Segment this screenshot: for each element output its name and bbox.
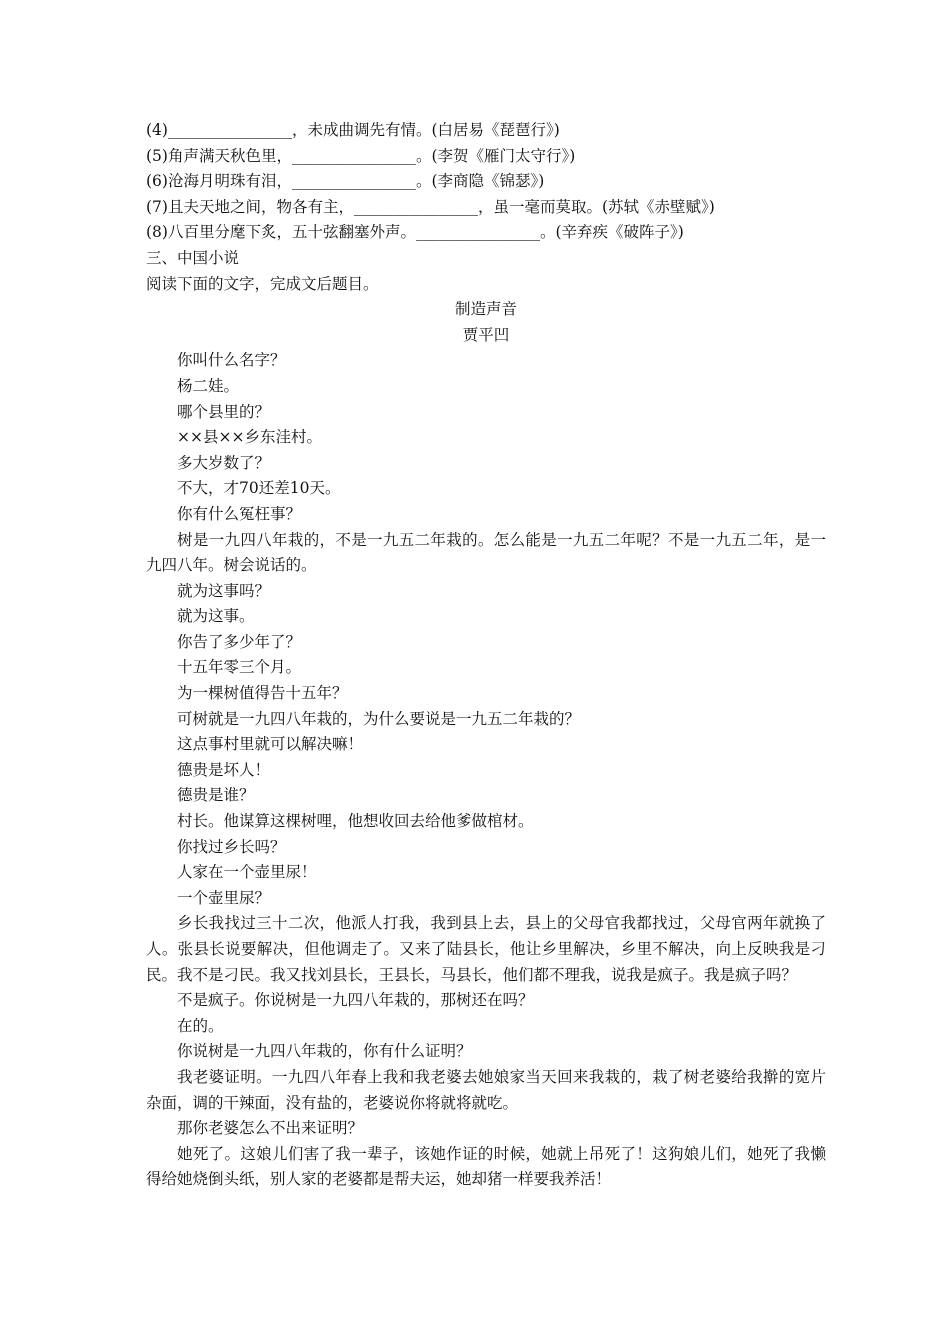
story-title: 制造声音 <box>454 300 517 319</box>
story-body <box>146 348 826 1193</box>
story-author: 贾平凹 <box>462 325 510 344</box>
question-5: (5)角声满天秋色里，________________。(李贺《雁门太守行》) <box>146 146 576 165</box>
story-paragraph: 就为这事吗？ <box>177 581 271 600</box>
story-paragraph: 树是一九四八年栽的，不是一九五二年栽的。怎么能是一九五二年呢？不是一九五二年，是一九四八年。树会说话的。 <box>146 530 826 575</box>
story-paragraph: 就为这事。 <box>177 607 255 626</box>
story-paragraph: 你找过乡长吗？ <box>177 837 286 856</box>
story-paragraph: 为一棵树值得告十五年？ <box>177 684 348 703</box>
story-paragraph: ××县××乡东洼村。 <box>177 428 322 447</box>
question-4: (4)________________，未成曲调先有情。(白居易《琵琶行》) <box>146 121 560 139</box>
story-paragraph: 你说树是一九四八年栽的，你有什么证明？ <box>177 1042 472 1061</box>
story-paragraph: 在的。 <box>177 1016 224 1035</box>
question-8: (8)八百里分麾下炙，五十弦翻塞外声。________________。(辛弃疾《破阵子》) <box>146 223 684 242</box>
story-paragraph: 德贵是坏人！ <box>177 760 271 779</box>
question-6: (6)沧海月明珠有泪，________________。(李商隐《锦瑟》) <box>146 172 545 191</box>
question-7: (7)且夫天地之间，物各有主，________________，虽一毫而莫取。(苏轼《赤壁赋》) <box>146 197 715 216</box>
story-paragraph: 杨二娃。 <box>177 376 240 395</box>
story-paragraph: 那你老婆怎么不出来证明？ <box>177 1119 364 1138</box>
story-paragraph: 人家在一个壶里尿！ <box>177 863 317 882</box>
story-paragraph: 多大岁数了？ <box>177 453 271 472</box>
story-paragraph: 不是疯子。你说树是一九四八年栽的，那树还在吗？ <box>177 991 534 1010</box>
story-paragraph: 我老婆证明。一九四八年春上我和我老婆去她娘家当天回来我栽的，栽了树老婆给我擀的宽片杂面，调的干辣面，没有盐的，老婆说你将就将就吃。 <box>146 1067 826 1112</box>
story-paragraph: 你叫什么名字？ <box>177 351 286 370</box>
story-paragraph: 十五年零三个月。 <box>177 658 302 677</box>
story-paragraph: 你有什么冤枉事？ <box>177 504 302 523</box>
story-paragraph: 你告了多少年了？ <box>177 632 302 651</box>
story-paragraph: 村长。他谋算这棵树哩，他想收回去给他爹做棺材。 <box>177 812 534 831</box>
document-page <box>146 118 826 1193</box>
story-paragraph: 这点事村里就可以解决嘛！ <box>177 735 364 754</box>
story-paragraph: 乡长我找过三十二次，他派人打我，我到县上去，县上的父母官我都找过，父母官两年就换了人。张县长说要解决，但他调走了。又来了陆县长，他让乡里解决，乡里不解决，向上反映我是刁民。我不是刁民。我又找刘县长，王县长，马县长，他们都不理我，说我是疯子。我是疯子吗？ <box>146 914 826 984</box>
story-paragraph: 德贵是谁？ <box>177 786 255 805</box>
story-paragraph: 不大，才70还差10天。 <box>177 479 341 498</box>
story-paragraph: 一个壶里尿？ <box>177 888 271 907</box>
story-paragraph: 哪个县里的？ <box>177 402 271 421</box>
story-paragraph: 可树就是一九四八年栽的，为什么要说是一九五二年栽的？ <box>177 709 581 728</box>
section-heading: 三、中国小说 <box>146 248 240 267</box>
story-paragraph: 她死了。这娘儿们害了我一辈子，该她作证的时候，她就上吊死了！这狗娘儿们，她死了我懒得给她烧倒头纸，别人家的老婆都是帮夫运，她却猪一样要我养活！ <box>146 1144 826 1189</box>
instruction-text: 阅读下面的文字，完成文后题目。 <box>146 274 379 293</box>
